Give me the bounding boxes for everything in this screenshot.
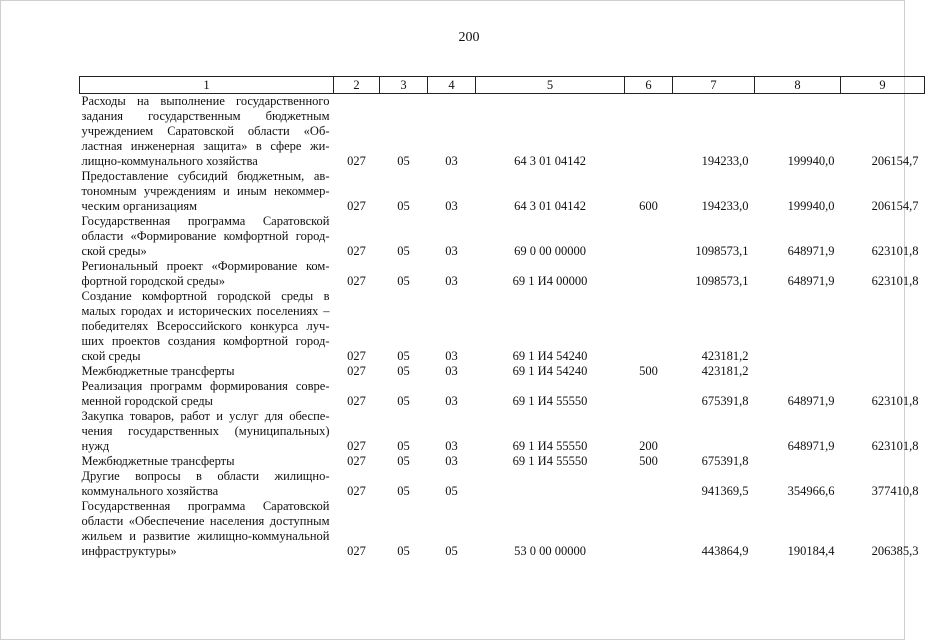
cell-section: 05 xyxy=(397,394,410,408)
cell-target-code: 69 0 00 00000 xyxy=(514,244,586,258)
cell-target-code: 69 1 И4 00000 xyxy=(512,274,588,288)
cell-amount-3: 206154,7 xyxy=(871,154,919,168)
table-row xyxy=(80,94,925,170)
cell-target-code: 69 1 И4 54240 xyxy=(512,364,588,378)
cell-amount-3: 623101,8 xyxy=(871,439,919,453)
cell-ministry-code: 027 xyxy=(347,349,366,363)
cell-target-code: 64 3 01 04142 xyxy=(514,199,586,213)
row-name: Межбюджетные трансферты xyxy=(81,364,235,378)
cell-target-code: 69 1 И4 55550 xyxy=(512,439,588,453)
header-col-5: 5 xyxy=(476,77,625,94)
cell-amount-1: 194233,0 xyxy=(701,199,749,213)
cell-ministry-code: 027 xyxy=(347,544,366,558)
cell-amount-3: 623101,8 xyxy=(871,244,919,258)
cell-amount-3: 206154,7 xyxy=(871,199,919,213)
cell-target-code: 69 1 И4 54240 xyxy=(512,349,588,363)
cell-target-code: 69 1 И4 55550 xyxy=(512,454,588,468)
cell-ministry-code: 027 xyxy=(347,199,366,213)
cell-subsection: 03 xyxy=(445,364,458,378)
cell-amount-1: 941369,5 xyxy=(701,484,749,498)
cell-amount-3: 206385,3 xyxy=(871,544,919,558)
row-name: Создание комфортной городской среды в малых городах и исторических поселениях – победителях Всероссийского конкурса лучших проектов создания комфортной городской среды xyxy=(81,289,330,363)
cell-expense-type xyxy=(625,214,673,259)
cell-amount-2 xyxy=(755,289,841,364)
cell-section: 05 xyxy=(397,364,410,378)
cell-amount-1 xyxy=(673,409,755,454)
table-row xyxy=(80,259,925,289)
cell-expense-type xyxy=(625,94,673,170)
cell-section: 05 xyxy=(397,199,410,213)
cell-subsection: 05 xyxy=(445,484,458,498)
cell-expense-type xyxy=(625,469,673,499)
cell-amount-1: 675391,8 xyxy=(701,454,749,468)
cell-section: 05 xyxy=(397,274,410,288)
row-name: Государственная программа Саратовской области «Обеспечение населения доступным жильем и развитие жилищно-коммунальной инфраструктуры» xyxy=(81,499,330,558)
cell-amount-2: 648971,9 xyxy=(787,394,835,408)
cell-expense-type: 600 xyxy=(639,199,658,213)
cell-section: 05 xyxy=(397,544,410,558)
cell-amount-1: 194233,0 xyxy=(701,154,749,168)
cell-expense-type: 200 xyxy=(639,439,658,453)
cell-expense-type: 500 xyxy=(639,454,658,468)
cell-subsection: 03 xyxy=(445,439,458,453)
cell-expense-type xyxy=(625,499,673,559)
cell-ministry-code: 027 xyxy=(347,439,366,453)
cell-section: 05 xyxy=(397,454,410,468)
table-header-row xyxy=(80,77,925,94)
cell-amount-2: 648971,9 xyxy=(787,274,835,288)
cell-amount-2: 648971,9 xyxy=(787,439,835,453)
cell-subsection: 05 xyxy=(445,544,458,558)
cell-expense-type xyxy=(625,379,673,409)
header-col-8: 8 xyxy=(755,77,841,94)
table-row xyxy=(80,499,925,559)
cell-amount-1: 443864,9 xyxy=(701,544,749,558)
budget-table xyxy=(79,76,925,559)
cell-amount-3: 623101,8 xyxy=(871,274,919,288)
cell-target-code xyxy=(476,469,625,499)
cell-ministry-code: 027 xyxy=(347,364,366,378)
cell-section: 05 xyxy=(397,244,410,258)
row-name: Государственная программа Саратовской области «Формирование комфортной городской среды» xyxy=(81,214,330,258)
cell-expense-type xyxy=(625,259,673,289)
cell-amount-1: 423181,2 xyxy=(701,349,749,363)
cell-ministry-code: 027 xyxy=(347,394,366,408)
table-row xyxy=(80,469,925,499)
cell-amount-2: 199940,0 xyxy=(787,154,835,168)
cell-target-code: 64 3 01 04142 xyxy=(514,154,586,168)
row-name: Реализация программ формирования современной городской среды xyxy=(81,379,330,408)
table-row xyxy=(80,289,925,364)
page-number: 200 xyxy=(458,30,480,45)
table-row xyxy=(80,214,925,259)
cell-amount-2: 648971,9 xyxy=(787,244,835,258)
cell-section: 05 xyxy=(397,154,410,168)
cell-amount-3: 377410,8 xyxy=(871,484,919,498)
cell-subsection: 03 xyxy=(445,349,458,363)
cell-amount-2: 190184,4 xyxy=(787,544,835,558)
table-row xyxy=(80,379,925,409)
header-col-3: 3 xyxy=(380,77,428,94)
header-col-2: 2 xyxy=(334,77,380,94)
table-row xyxy=(80,364,925,379)
cell-subsection: 03 xyxy=(445,274,458,288)
header-col-1: 1 xyxy=(80,77,334,94)
cell-subsection: 03 xyxy=(445,394,458,408)
cell-subsection: 03 xyxy=(445,454,458,468)
row-name: Другие вопросы в области жилищно-коммунального хозяйства xyxy=(81,469,330,498)
cell-amount-3 xyxy=(841,364,925,379)
cell-amount-3: 623101,8 xyxy=(871,394,919,408)
cell-amount-3 xyxy=(841,454,925,469)
cell-section: 05 xyxy=(397,349,410,363)
cell-expense-type: 500 xyxy=(639,364,658,378)
cell-amount-2: 354966,6 xyxy=(787,484,835,498)
header-col-6: 6 xyxy=(625,77,673,94)
cell-amount-1: 423181,2 xyxy=(701,364,749,378)
cell-amount-2 xyxy=(755,454,841,469)
row-name: Предоставление субсидий бюджетным, автономным учреждениям и иным некоммерческим организациям xyxy=(81,169,330,213)
row-name: Закупка товаров, работ и услуг для обеспечения государственных (муниципальных) нужд xyxy=(81,409,330,453)
cell-amount-1: 1098573,1 xyxy=(695,274,749,288)
cell-ministry-code: 027 xyxy=(347,484,366,498)
row-name: Региональный проект «Формирование комфортной городской среды» xyxy=(81,259,330,288)
cell-amount-1: 675391,8 xyxy=(701,394,749,408)
header-col-4: 4 xyxy=(428,77,476,94)
row-name: Межбюджетные трансферты xyxy=(81,454,235,468)
cell-amount-2: 199940,0 xyxy=(787,199,835,213)
cell-ministry-code: 027 xyxy=(347,454,366,468)
cell-section: 05 xyxy=(397,484,410,498)
cell-target-code: 69 1 И4 55550 xyxy=(512,394,588,408)
cell-subsection: 03 xyxy=(445,154,458,168)
cell-ministry-code: 027 xyxy=(347,274,366,288)
cell-section: 05 xyxy=(397,439,410,453)
row-name: Расходы на выполнение государственного задания государственным бюджетным учреждением Саратовской области «Областная инженерная защита» в сфере жилищно-коммунального хозяйства xyxy=(81,94,330,168)
header-col-7: 7 xyxy=(673,77,755,94)
cell-subsection: 03 xyxy=(445,199,458,213)
cell-amount-2 xyxy=(755,364,841,379)
cell-amount-1: 1098573,1 xyxy=(695,244,749,258)
cell-expense-type xyxy=(625,289,673,364)
header-col-9: 9 xyxy=(841,77,925,94)
table-row xyxy=(80,409,925,454)
cell-ministry-code: 027 xyxy=(347,154,366,168)
cell-ministry-code: 027 xyxy=(347,244,366,258)
table-row xyxy=(80,454,925,469)
cell-amount-3 xyxy=(841,289,925,364)
table-row xyxy=(80,169,925,214)
cell-subsection: 03 xyxy=(445,244,458,258)
cell-target-code: 53 0 00 00000 xyxy=(514,544,586,558)
